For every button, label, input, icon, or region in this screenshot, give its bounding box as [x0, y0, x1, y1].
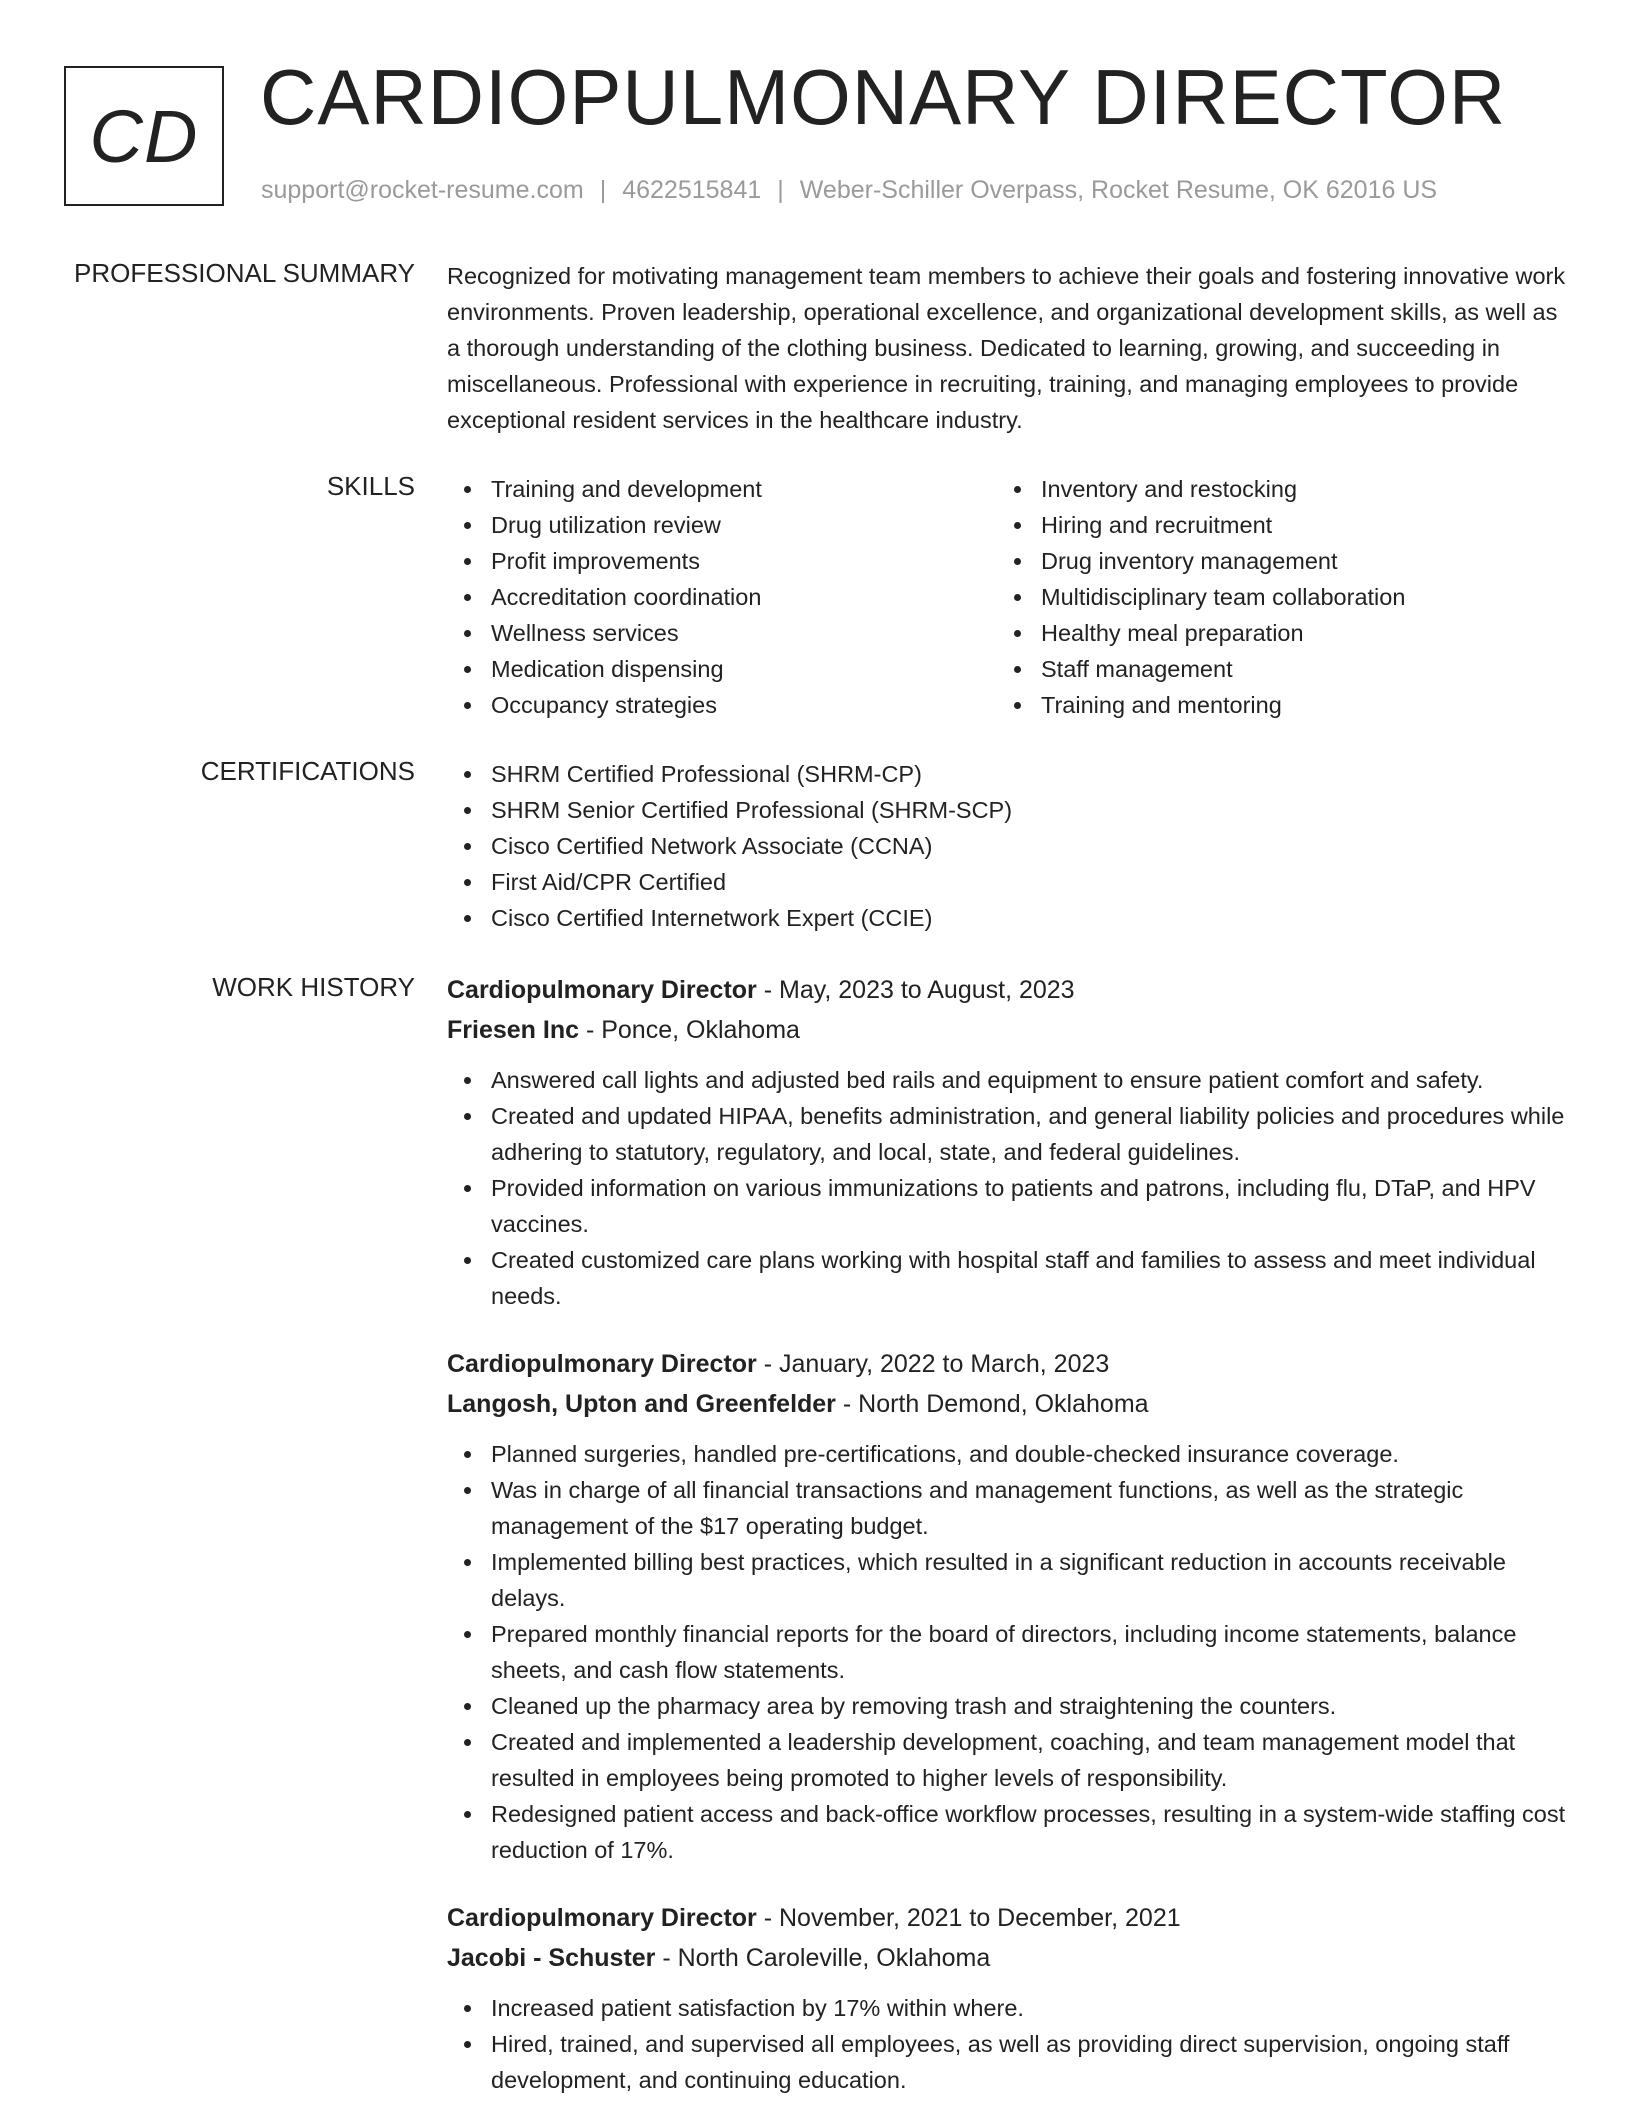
contact-line — [261, 176, 1437, 205]
job-title-line — [447, 1898, 1567, 1938]
section-heading: PROFESSIONAL SUMMARY — [74, 258, 415, 288]
contact-separator: | — [599, 176, 607, 204]
skills-column-right — [997, 471, 1547, 723]
job-bullet: Created and updated HIPAA, benefits administration, and general liability policies and procedures while adhering to statutory, regulatory, and local, state, and federal guidelines. — [447, 1098, 1567, 1170]
skill-item: Inventory and restocking — [997, 471, 1547, 507]
contact-phone: 4622515841 — [622, 176, 762, 204]
job-title: Cardiopulmonary Director — [447, 976, 757, 1004]
resume-name: CARDIOPULMONARY DIRECTOR — [260, 53, 1507, 141]
certification-item: SHRM Certified Professional (SHRM-CP) — [447, 756, 1567, 792]
skill-item: Accreditation coordination — [447, 579, 997, 615]
skills-column-left — [447, 471, 997, 723]
job-bullet-list — [447, 1990, 1567, 2098]
job-bullet: Created customized care plans working with hospital staff and families to assess and meet individual needs. — [447, 1242, 1567, 1314]
section-heading: CERTIFICATIONS — [200, 756, 415, 786]
job-location: - Ponce, Oklahoma — [579, 1016, 800, 1044]
monogram-box — [64, 66, 224, 206]
job-title-line — [447, 1344, 1567, 1384]
job-company-line — [447, 1384, 1567, 1424]
contact-address: Weber-Schiller Overpass, Rocket Resume, OK 62016 US — [799, 176, 1438, 204]
job-entry — [447, 1898, 1567, 2098]
work-history-body — [447, 970, 1567, 2128]
job-bullet-list — [447, 1436, 1567, 1868]
skill-item: Hiring and recruitment — [997, 507, 1547, 543]
contact-separator: | — [777, 176, 784, 204]
certification-item: SHRM Senior Certified Professional (SHRM-SCP) — [447, 792, 1567, 828]
skill-item: Occupancy strategies — [447, 687, 997, 723]
skill-item: Multidisciplinary team collaboration — [997, 579, 1547, 615]
skill-item: Training and development — [447, 471, 997, 507]
skill-item: Drug inventory management — [997, 543, 1547, 579]
skill-item: Healthy meal preparation — [997, 615, 1547, 651]
job-bullet: Cleaned up the pharmacy area by removing trash and straightening the counters. — [447, 1688, 1567, 1724]
job-title: Cardiopulmonary Director — [447, 1904, 757, 1932]
job-entry — [447, 1344, 1567, 1868]
certifications-body — [447, 756, 1567, 936]
job-bullet: Was in charge of all financial transactions and management functions, as well as the strategic management of the $17 operating budget. — [447, 1472, 1567, 1544]
section-heading: SKILLS — [326, 471, 415, 501]
job-bullet: Created and implemented a leadership development, coaching, and team management model that resulted in employees being promoted to higher levels of responsibility. — [447, 1724, 1567, 1796]
job-dates: - January, 2022 to March, 2023 — [756, 1350, 1110, 1378]
job-bullet: Redesigned patient access and back-office workflow processes, resulting in a system-wide staffing cost reduction of 17%. — [447, 1796, 1567, 1868]
certification-item: Cisco Certified Internetwork Expert (CCIE) — [447, 900, 1567, 936]
job-bullet: Provided information on various immunizations to patients and patrons, including flu, DTaP, and HPV vaccines. — [447, 1170, 1567, 1242]
skill-item: Profit improvements — [447, 543, 997, 579]
job-title-line — [447, 970, 1567, 1010]
job-location: - North Demond, Oklahoma — [835, 1390, 1149, 1418]
summary-body — [447, 258, 1567, 438]
contact-email: support@rocket-resume.com — [261, 176, 584, 204]
section-heading: WORK HISTORY — [212, 972, 415, 1002]
job-company-line — [447, 1010, 1567, 1050]
job-bullet: Planned surgeries, handled pre-certifications, and double-checked insurance coverage. — [447, 1436, 1567, 1472]
skill-item: Drug utilization review — [447, 507, 997, 543]
certification-item: Cisco Certified Network Associate (CCNA) — [447, 828, 1567, 864]
skills-body — [447, 471, 1567, 723]
job-company: Langosh, Upton and Greenfelder — [447, 1390, 836, 1418]
skill-item: Wellness services — [447, 615, 997, 651]
skill-item: Training and mentoring — [997, 687, 1547, 723]
certification-item: First Aid/CPR Certified — [447, 864, 1567, 900]
job-bullet: Prepared monthly financial reports for the board of directors, including income statements, balance sheets, and cash flow statements. — [447, 1616, 1567, 1688]
job-company-line — [447, 1938, 1567, 1978]
job-bullet-list — [447, 1062, 1567, 1314]
skill-item: Medication dispensing — [447, 651, 997, 687]
summary-text: Recognized for motivating management team members to achieve their goals and fostering innovative work environments. Proven leadership, operational excellence, and organizational development skills, as well as a thorough understanding of the clothing business. Dedicated to learning, growing, and succeeding in miscellaneous. Professional with experience in recruiting, training, and managing employees to provide exceptional resident services in the healthcare industry. — [447, 263, 1566, 433]
skill-item: Staff management — [997, 651, 1547, 687]
job-bullet: Implemented billing best practices, which resulted in a significant reduction in accounts receivable delays. — [447, 1544, 1567, 1616]
job-dates: - November, 2021 to December, 2021 — [756, 1904, 1181, 1932]
job-bullet: Increased patient satisfaction by 17% within where. — [447, 1990, 1567, 2026]
job-company: Friesen Inc — [447, 1016, 579, 1044]
job-title: Cardiopulmonary Director — [447, 1350, 757, 1378]
job-bullet: Answered call lights and adjusted bed rails and equipment to ensure patient comfort and safety. — [447, 1062, 1567, 1098]
job-company: Jacobi - Schuster — [447, 1944, 656, 1972]
job-bullet: Hired, trained, and supervised all employees, as well as providing direct supervision, ongoing staff development, and continuing education. — [447, 2026, 1567, 2098]
job-entry — [447, 970, 1567, 1314]
job-location: - North Caroleville, Oklahoma — [655, 1944, 991, 1972]
monogram-initials: CD — [89, 94, 199, 178]
job-dates: - May, 2023 to August, 2023 — [756, 976, 1075, 1004]
